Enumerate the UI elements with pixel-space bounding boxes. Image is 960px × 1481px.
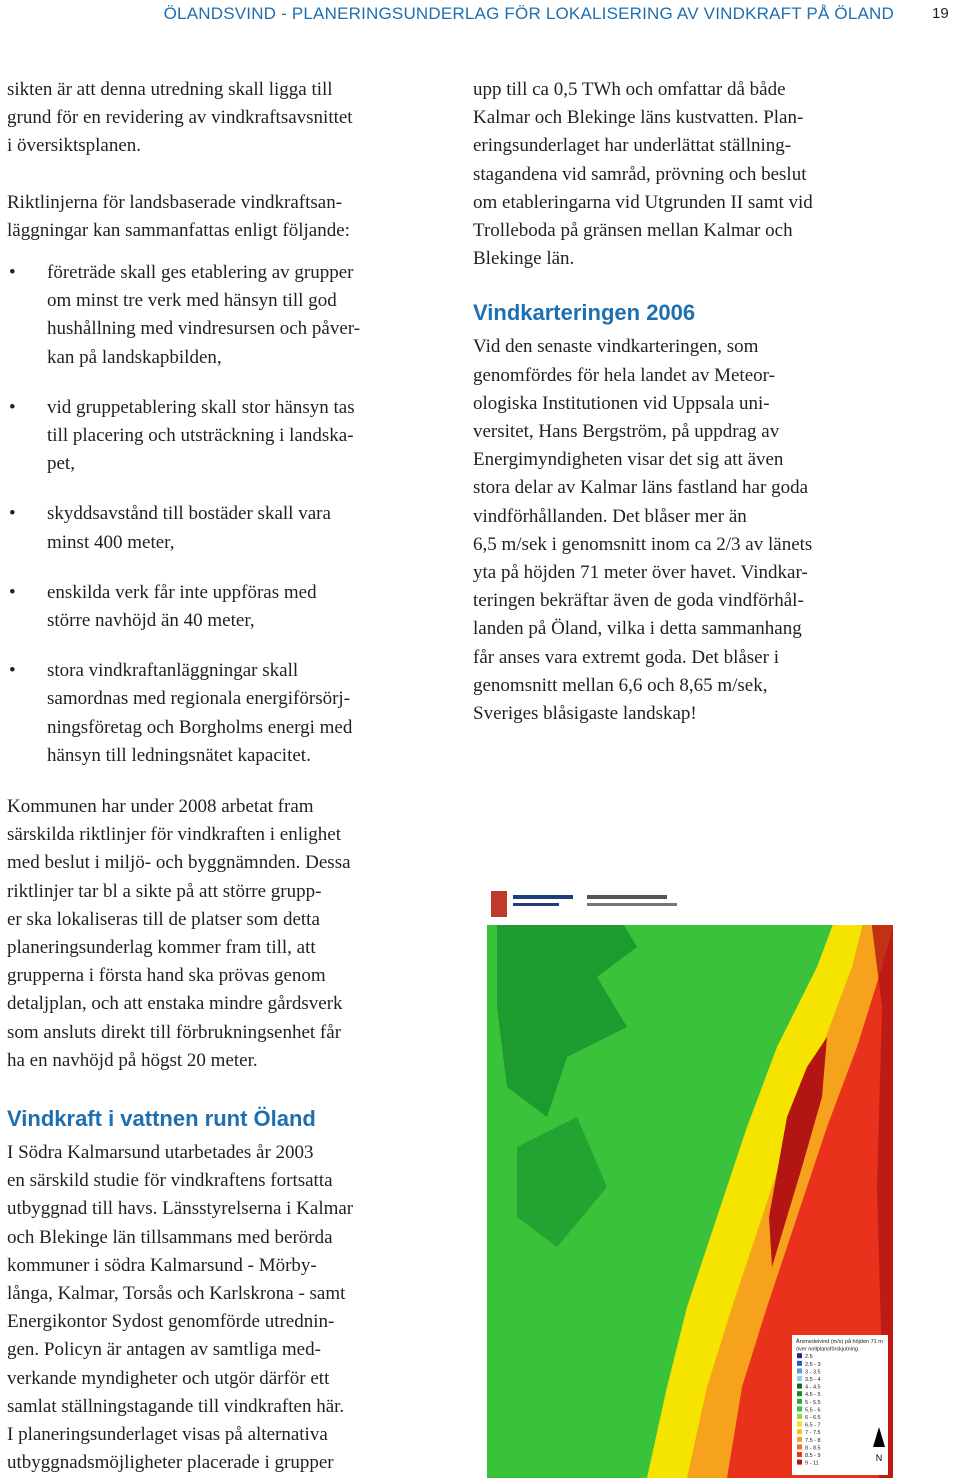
legend-label: 7 - 7.5 — [805, 1430, 821, 1437]
page-number: 19 — [932, 5, 949, 22]
left-column-upper — [7, 76, 425, 792]
text-line: er ska lokaliseras till de platser som detta — [7, 908, 320, 930]
guidelines-list — [7, 259, 425, 770]
text-line: läggningar kan sammanfattas enligt följande: — [7, 219, 350, 241]
text-line: ologiska Institutionen vid Uppsala uni- — [473, 392, 770, 414]
left-column-lower — [7, 793, 447, 1477]
text-line: verkande myndigheter och utgör därför ett — [7, 1367, 330, 1389]
legend-label: 6 - 6.5 — [805, 1415, 821, 1421]
county-seal-logo — [491, 891, 507, 917]
text-line: sikten är att denna utredning skall ligga till — [7, 79, 333, 100]
text-line: utbyggnad till havs. Länsstyrelserna i Kalmar — [7, 1198, 354, 1220]
text-line: stora delar av Kalmar läns fastland har goda — [473, 477, 809, 499]
section-heading-vatten: Vindkraft i vattnen runt Öland — [7, 1106, 316, 1132]
text-line: grund för en revidering av vindkraftsavsnittet — [7, 107, 353, 129]
north-label: N — [875, 1453, 883, 1463]
text-line: med beslut i miljö- och byggnämnden. Dessa — [7, 852, 351, 874]
text-line: vindförhållanden. Det blåser mer än — [473, 505, 747, 527]
text-line: I planeringsunderlaget visas på alternativa — [7, 1424, 328, 1446]
legend-label: 8.5 - 9 — [805, 1453, 821, 1459]
wind-map-image — [487, 887, 893, 1478]
text-line: ningsföretag och Borgholms energi med — [47, 716, 353, 738]
text-line: enskilda verk får inte uppföras med — [47, 581, 317, 603]
text-line: utbyggnadsmöjligheter placerade i grupper — [7, 1452, 334, 1474]
running-header — [0, 0, 960, 30]
text-line: särskilda riktlinjer för vindkraften i enlighet — [7, 824, 341, 846]
county-logo-text-bar-2 — [513, 903, 559, 906]
legend-swatch — [797, 1414, 802, 1419]
text-line: som ansluts direkt till förbrukningsenhet får — [7, 1021, 342, 1043]
guideline-item — [7, 394, 425, 479]
text-line: gen. Policyn är antagen av samtliga med- — [7, 1339, 321, 1361]
text-line: större navhöjd än 40 meter, — [47, 610, 255, 632]
text-line: Sveriges blåsigaste landskap! — [473, 703, 697, 725]
legend-swatch — [797, 1361, 802, 1366]
legend-swatch — [797, 1376, 802, 1381]
text-line: samordnas med regionala energiförsörj- — [47, 688, 351, 710]
legend-swatch — [797, 1384, 802, 1389]
guideline-text — [47, 660, 352, 766]
legend-swatch — [797, 1399, 802, 1404]
document-title: ÖLANDSVIND - PLANERINGSUNDERLAG FÖR LOKALISERING AV VINDKRAFT PÅ ÖLAND — [163, 4, 894, 23]
guideline-text — [47, 262, 360, 368]
text-line: till placering och utsträckning i landska- — [47, 425, 354, 447]
map-title-bar — [587, 895, 667, 899]
kommunen-paragraph — [7, 793, 447, 1075]
text-line: en särskild studie för vindkraftens fortsatta — [7, 1170, 333, 1192]
text-line: Kommunen har under 2008 arbetat fram — [7, 796, 314, 817]
legend-label: Årsmedelvind (m/s) på höjden 71 m — [796, 1339, 883, 1345]
text-line: Kalmar och Blekinge läns kustvatten. Plan- — [473, 107, 804, 129]
text-line: hushållning med vindresursen och påver- — [47, 318, 361, 340]
legend-label: 5.5 - 6 — [805, 1407, 821, 1414]
text-line: I Södra Kalmarsund utarbetades år 2003 — [7, 1142, 314, 1164]
text-line: stora vindkraftanläggningar skall — [47, 660, 299, 682]
text-line: och Blekinge län tillsammans med berörda — [7, 1226, 333, 1248]
bullet-icon: • — [9, 581, 16, 603]
text-line: teringen bekräftar även de goda vindförhål- — [473, 590, 804, 612]
map-subtitle-bar — [587, 903, 677, 906]
legend-label: 6.5 - 7 — [805, 1422, 821, 1429]
guideline-text — [47, 503, 331, 552]
right-column — [473, 76, 921, 728]
text-line: riktlinjer tar bl a sikte på att större grupp- — [7, 880, 322, 902]
guidelines-intro — [7, 189, 425, 245]
text-line: yta på höjden 71 meter över havet. Vindkar- — [473, 562, 808, 584]
legend-label: 8 - 8.5 — [805, 1445, 821, 1452]
text-line: stagandena vid samråd, prövning och beslut — [473, 163, 807, 185]
text-line: Energimyndigheten visar det sig att även — [473, 449, 784, 471]
text-line: långa, Kalmar, Torsås och Karlskrona - samt — [7, 1283, 346, 1305]
legend-label: 2.5 - 3 — [805, 1361, 821, 1368]
text-line: eringsunderlaget har underlättat ställning- — [473, 135, 792, 157]
text-line: ha en navhöjd på högst 20 meter. — [7, 1049, 258, 1071]
text-line: vid gruppetablering skall stor hänsyn tas — [47, 396, 355, 418]
guideline-text — [47, 582, 317, 631]
text-line: företräde skall ges etablering av grupper — [47, 262, 354, 284]
text-line: planeringsunderlag kommer fram till, att — [7, 937, 316, 959]
text-line: upp till ca 0,5 TWh och omfattar då både — [473, 79, 786, 100]
guideline-item — [7, 500, 425, 556]
county-logo-text-bar — [513, 895, 573, 899]
text-line: versitet, Hans Bergström, på uppdrag av — [473, 421, 780, 443]
legend-label: 7.5 - 8 — [805, 1437, 821, 1444]
section-heading-vindkartering: Vindkarteringen 2006 — [473, 300, 696, 326]
legend-label: 9 - 11 — [805, 1460, 819, 1467]
legend-label: 2.5 — [805, 1354, 813, 1361]
text-line: landen på Öland, vilka i detta sammanhang — [473, 618, 802, 640]
text-line: genomfördes för hela landet av Meteor- — [473, 364, 775, 386]
text-line: genomsnitt mellan 6,6 och 8,65 m/sek, — [473, 674, 768, 696]
legend-swatch — [797, 1460, 802, 1465]
legend-swatch — [797, 1353, 802, 1358]
legend-swatch — [797, 1368, 802, 1373]
vatten-paragraph — [7, 1139, 447, 1477]
legend-label: 4 - 4.5 — [805, 1384, 821, 1391]
text-line: minst 400 meter, — [47, 531, 175, 553]
text-line: 6,5 m/sek i genomsnitt inom ca 2/3 av länets — [473, 533, 813, 555]
legend-swatch — [797, 1429, 802, 1434]
text-line: Vid den senaste vindkarteringen, som — [473, 336, 759, 358]
guideline-item — [7, 259, 425, 372]
legend-label: 4.5 - 5 — [805, 1392, 821, 1399]
text-line: i översiktsplanen. — [7, 135, 142, 157]
text-line: om etableringarna vid Utgrunden II samt vid — [473, 191, 813, 213]
bullet-icon: • — [9, 396, 16, 418]
text-line: kommuner i södra Kalmarsund - Mörby- — [7, 1254, 317, 1276]
legend-swatch — [797, 1437, 802, 1442]
bullet-icon: • — [9, 262, 16, 284]
text-line: om minst tre verk med hänsyn till god — [47, 290, 337, 312]
legend-label: 5 - 5.5 — [805, 1399, 821, 1406]
guideline-item — [7, 579, 425, 635]
text-line: detaljplan, och att enstaka mindre gårdsverk — [7, 993, 343, 1015]
text-line: kan på landskapbilden, — [47, 346, 222, 368]
legend-swatch — [797, 1444, 802, 1449]
guideline-text — [47, 397, 355, 474]
bullet-icon: • — [9, 660, 16, 682]
bullet-icon: • — [9, 503, 16, 525]
legend-swatch — [797, 1391, 802, 1396]
text-line: Riktlinjerna för landsbaserade vindkraftsan- — [7, 191, 343, 213]
legend-label: över nollplansförskjutning — [796, 1346, 859, 1353]
text-line: grupperna i första hand ska prövas genom — [7, 965, 326, 987]
text-line: Blekinge län. — [473, 248, 575, 270]
text-line: samlat ställningstagande till vindkraften här. — [7, 1395, 345, 1417]
text-line: Trolleboda på gränsen mellan Kalmar och — [473, 220, 793, 242]
guideline-item — [7, 657, 425, 770]
text-line: Energikontor Sydost genomförde utrednin- — [7, 1311, 335, 1333]
wind-map-figure — [487, 887, 893, 1478]
legend-swatch — [797, 1452, 802, 1457]
legend-label: 3 - 3.5 — [805, 1369, 821, 1376]
legend-swatch — [797, 1406, 802, 1411]
legend-swatch — [797, 1422, 802, 1427]
legend-label: 3.5 - 4 — [805, 1377, 821, 1383]
text-line: skyddsavstånd till bostäder skall vara — [47, 503, 331, 525]
continuation-paragraph — [473, 76, 921, 273]
vindkartering-paragraph — [473, 333, 921, 728]
text-line: pet, — [47, 453, 75, 475]
text-line: hänsyn till ledningsnätet kapacitet. — [47, 744, 311, 766]
intro-paragraph — [7, 76, 425, 161]
text-line: får anses vara extremt goda. Det blåser i — [473, 646, 779, 668]
